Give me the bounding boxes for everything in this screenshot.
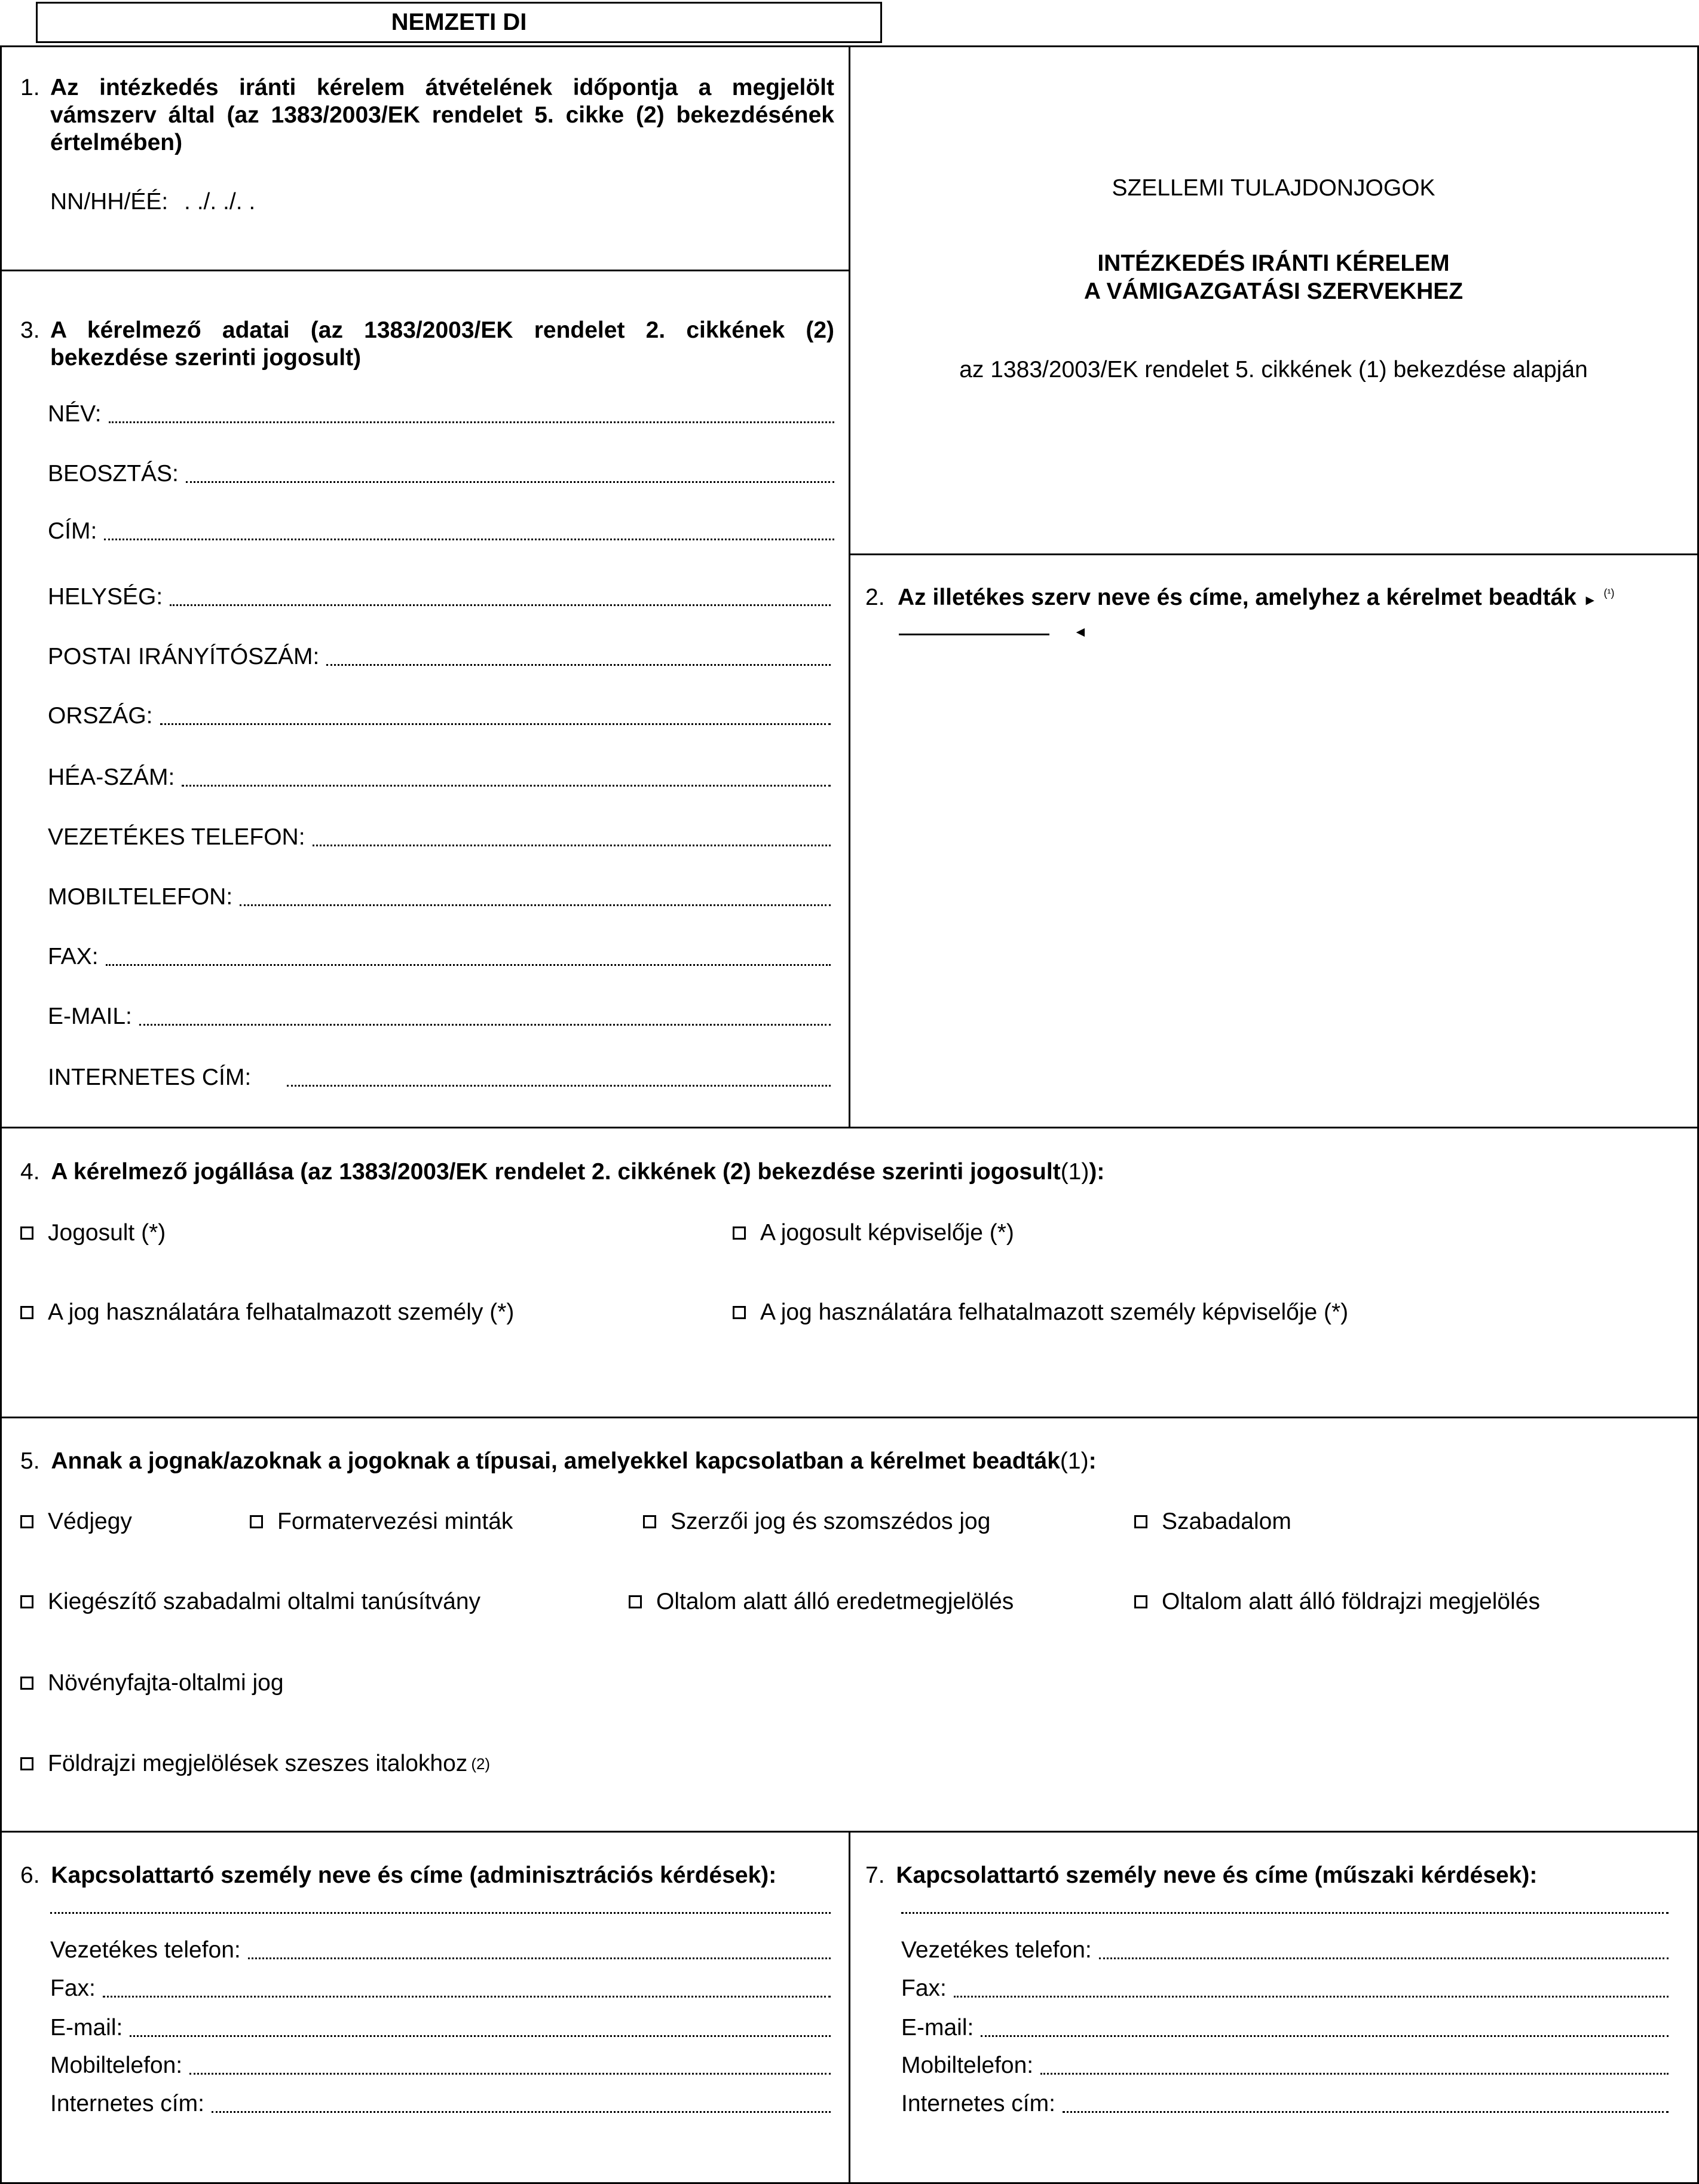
right-type-geographical-indication[interactable]: Oltalom alatt álló földrajzi megjelölés [1134,1588,1540,1616]
tech-contact-mobile-field[interactable]: Mobiltelefon: [901,2052,1669,2079]
applicant-website-field[interactable]: INTERNETES CÍM: [48,1064,831,1091]
right-type-copyright[interactable]: Szerzői jog és szomszédos jog [643,1508,990,1535]
applicant-fax-field[interactable]: FAX: [48,943,831,971]
section2-heading-row [898,584,1614,611]
section3-heading: A kérelmező adatai (az 1383/2003/EK rendelet 2. cikkének (2) bekezdése szerinti jogosult) [50,317,834,371]
section-number: 7. [865,1862,885,1888]
checkbox[interactable] [20,1757,33,1770]
form-header-title: NEMZETI DI [391,8,527,35]
checkbox[interactable] [20,1226,33,1240]
heading-end: : [1088,1448,1097,1474]
footnote-ref: (1) [1060,1159,1089,1185]
checkbox[interactable] [20,1306,33,1319]
form-legal-basis: az 1383/2003/EK rendelet 5. cikkének (1) bekezdése alapján [959,357,1588,383]
section-number: 6. [20,1862,40,1888]
checkbox[interactable] [629,1595,642,1608]
footnote-ref: (¹) [1603,587,1615,599]
applicant-country-field[interactable]: ORSZÁG: [48,702,831,730]
tech-contact-phone-field[interactable]: Vezetékes telefon: [901,1937,1669,1964]
applicant-vat-field[interactable]: HÉA-SZÁM: [48,764,831,791]
applicant-city-field[interactable]: HELYSÉG: [48,583,831,611]
checkbox[interactable] [643,1515,656,1528]
applicant-postcode-field[interactable]: POSTAI IRÁNYÍTÓSZÁM: [48,643,831,671]
applicant-position-field[interactable]: BEOSZTÁS: [48,460,834,488]
right-type-patent[interactable]: Szabadalom [1134,1508,1291,1535]
date-received-field[interactable] [50,188,255,216]
right-type-design[interactable]: Formatervezési minták [250,1508,513,1535]
section-number: 4. [20,1159,40,1185]
date-value: . ./. ./. . [184,189,256,215]
form-title-main: A VÁMIGAZGATÁSI SZERVEKHEZ [1083,279,1464,304]
footnote-ref: (1) [1060,1448,1089,1474]
divider [849,553,1699,555]
applicant-name-field[interactable]: NÉV: [48,400,834,428]
section7-heading-row [865,1862,1537,1889]
status-option-authorised-user-representative[interactable]: A jog használatára felhatalmazott személy képviselője (*) [733,1299,1348,1326]
tech-contact-name-field[interactable] [901,1901,1669,1919]
checkbox[interactable] [1134,1515,1147,1528]
admin-contact-mobile-field[interactable]: Mobiltelefon: [50,2052,831,2079]
checkbox[interactable] [20,1677,33,1690]
applicant-phone-field[interactable]: VEZETÉKES TELEFON: [48,824,831,851]
section2-heading: Az illetékes szerv neve és címe, amelyhez a kérelmet beadták [898,585,1576,610]
right-type-plant-variety[interactable]: Növényfajta-oltalmi jog [20,1669,284,1697]
section6-heading: Kapcsolattartó személy neve és címe (adminisztrációs kérdések): [51,1862,777,1888]
section-number: 1. [20,75,40,100]
admin-contact-phone-field[interactable]: Vezetékes telefon: [50,1937,831,1964]
applicant-email-field[interactable]: E-MAIL: [48,1003,831,1030]
section7-heading: Kapcsolattartó személy neve és címe (műszaki kérdések): [896,1862,1538,1888]
right-type-spc[interactable]: Kiegészítő szabadalmi oltalmi tanúsítvány [20,1588,480,1616]
applicant-address-field[interactable]: CÍM: [48,518,834,545]
amendment-marker-open: ► [1582,592,1597,608]
admin-contact-fax-field[interactable]: Fax: [50,1975,831,2002]
tech-contact-fax-field[interactable]: Fax: [901,1975,1669,2002]
checkbox[interactable] [733,1226,746,1240]
divider [849,45,850,1128]
divider [849,1831,850,2184]
section-number: 5. [20,1448,40,1474]
section6-heading-row [20,1862,776,1889]
checkbox[interactable] [1134,1595,1147,1608]
right-type-trademark[interactable]: Védjegy [20,1508,132,1535]
status-option-holder-representative[interactable]: A jogosult képviselője (*) [733,1219,1014,1247]
section1-heading: Az intézkedés iránti kérelem átvételének időpontja a megjelölt vámszerv által (az 1383/2003/EK rendelet 5. cikke (2) bekezdésének értelmében) [50,75,834,156]
checkbox[interactable] [733,1306,746,1319]
date-label: NN/HH/ÉÉ: [50,189,169,215]
tech-contact-email-field[interactable]: E-mail: [901,2014,1669,2042]
form-title-line: SZELLEMI TULAJDONJOGOK [1112,175,1435,201]
checkbox[interactable] [20,1515,33,1528]
section5-heading: Annak a jognak/azoknak a jogoknak a típusai, amelyekkel kapcsolatban a kérelmet beadták [51,1448,1060,1474]
divider [0,270,850,271]
section4-heading: A kérelmező jogállása (az 1383/2003/EK rendelet 2. cikkének (2) bekezdése szerinti jogosult [51,1159,1061,1185]
form-title-main: INTÉZKEDÉS IRÁNTI KÉRELEM [1097,250,1450,276]
right-type-designation-of-origin[interactable]: Oltalom alatt álló eredetmegjelölés [629,1588,1014,1616]
divider [0,45,2,2184]
status-option-authorised-user[interactable]: A jog használatára felhatalmazott személy (*) [20,1299,514,1326]
admin-contact-email-field[interactable]: E-mail: [50,2014,831,2042]
checkbox[interactable] [20,1595,33,1608]
status-option-holder[interactable]: Jogosult (*) [20,1219,166,1247]
right-type-spirit-drinks[interactable]: Földrajzi megjelölések szeszes italokhoz (2) [20,1750,490,1778]
divider [0,1417,1699,1418]
section4-heading-row [20,1158,1104,1186]
authority-name-area[interactable] [865,657,1684,1112]
form-header [36,2,882,43]
admin-contact-website-field[interactable]: Internetes cím: [50,2090,831,2118]
amendment-marker-close: ◄ [1073,624,1088,640]
applicant-mobile-field[interactable]: MOBILTELEFON: [48,883,831,911]
tech-contact-website-field[interactable]: Internetes cím: [901,2090,1669,2118]
heading-end: ): [1089,1159,1105,1185]
divider [0,1127,1699,1128]
admin-contact-name-field[interactable] [50,1901,831,1919]
section-number: 3. [20,317,40,343]
section-number: 2. [865,585,885,610]
section5-heading-row [20,1448,1097,1475]
amendment-rule [899,634,1049,635]
checkbox[interactable] [250,1515,263,1528]
